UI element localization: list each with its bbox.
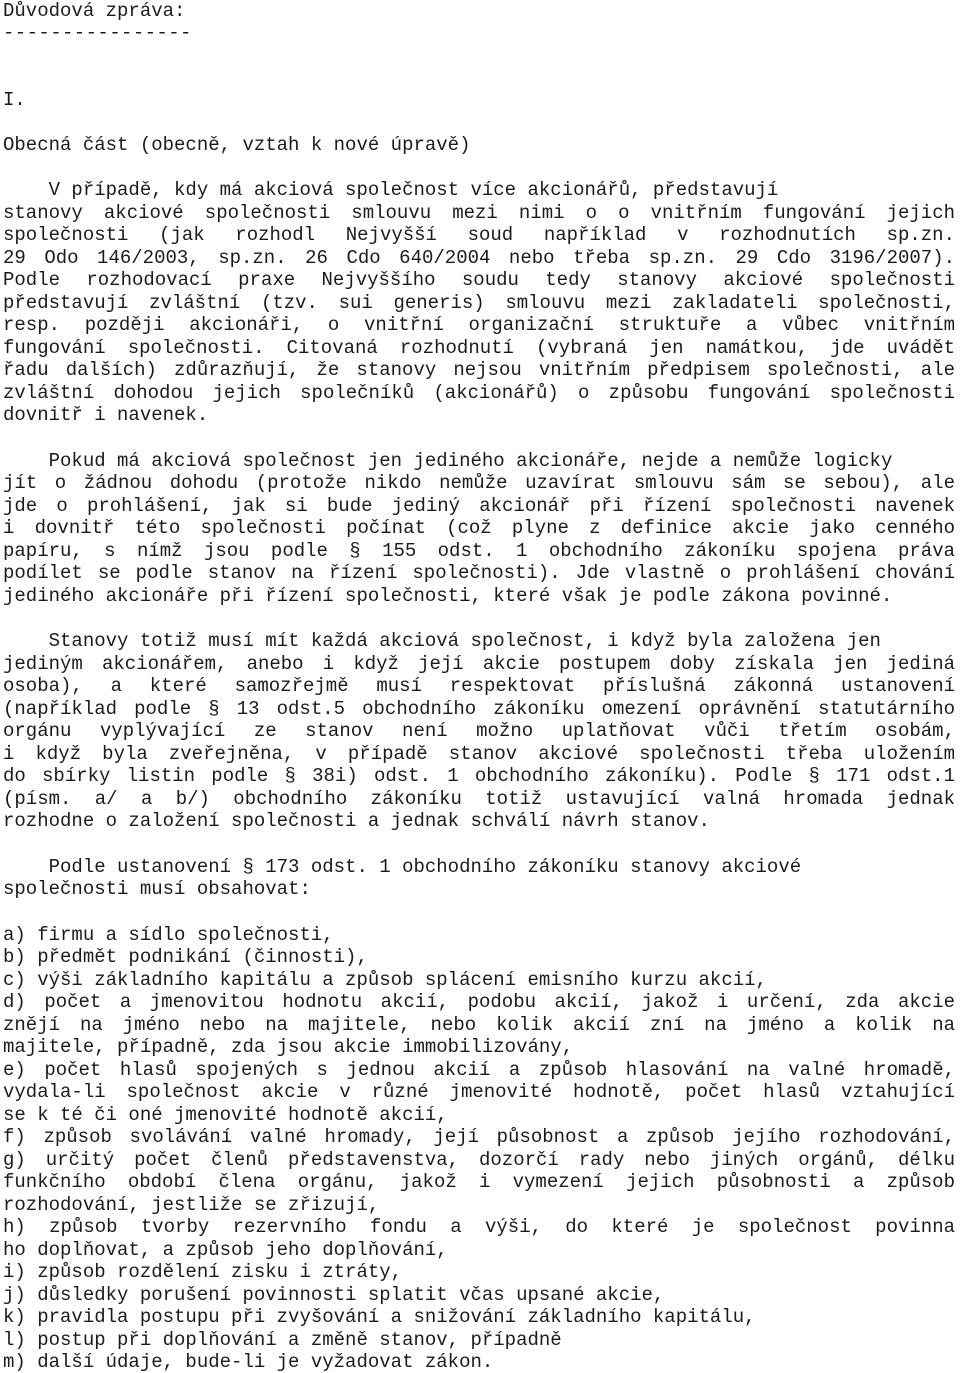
list-item: se k té či oné jmenovité hodnotě akcií,: [3, 1104, 448, 1126]
paragraph-line: resp. později akcionáři, o vnitřní organizační struktuře a vůbec vnitřním: [3, 314, 955, 336]
list-item: k) pravidla postupu při zvyšování a snižování základního kapitálu,: [3, 1306, 756, 1328]
list-item: a) firmu a sídlo společnosti,: [3, 924, 334, 946]
paragraph-line: osoba), a které samozřejmě musí respektovat příslušná zákonná ustanovení: [3, 675, 955, 697]
section-title: Obecná část (obecně, vztah k nové úpravě): [3, 134, 471, 156]
paragraph-line: V případě, kdy má akciová společnost více akcionářů, představují: [3, 179, 779, 201]
list-item: g) určitý počet členů představenstva, dozorčí rady nebo jiných orgánů, délku: [3, 1149, 955, 1171]
paragraph-line: i dovnitř této společnosti počínat (což plyne z definice akcie jako cenného: [3, 517, 955, 539]
list-item: j) důsledky porušení povinnosti splatit včas upsané akcie,: [3, 1284, 665, 1306]
paragraph-line: podílet se podle stanov na řízení společnosti). Jde vlastně o prohlášení chování: [3, 562, 955, 584]
document-title: Důvodová zpráva:: [3, 0, 186, 22]
list-item: e) počet hlasů spojených s jednou akcií a způsob hlasování na valné hromadě,: [3, 1059, 955, 1081]
list-item: vydala-li společnost akcie v různé jmenovité hodnotě, počet hlasů vztahující: [3, 1081, 955, 1103]
list-item: c) výši základního kapitálu a způsob splácení emisního kurzu akcií,: [3, 969, 767, 991]
paragraph-line: Pokud má akciová společnost jen jediného akcionáře, nejde a nemůže logicky: [3, 450, 893, 472]
paragraph-line: řadu dalších) zdůrazňují, že stanovy nejsou vnitřním předpisem společnosti, ale: [3, 359, 955, 381]
paragraph-line: jde o prohlášení, jak si bude jediný akcionář při řízení společnosti navenek: [3, 495, 955, 517]
title-underline: ----------------: [3, 22, 192, 44]
paragraph-line: papíru, s nímž jsou podle § 155 odst. 1 obchodního zákoníku spojena práva: [3, 540, 955, 562]
paragraph-line: jít o žádnou dohodu (protože nikdo nemůže uzavírat smlouvu sám se sebou), ale: [3, 472, 955, 494]
paragraph-line: orgánu vyplývající ze stanov není možno uplatňovat vůči třetím osobám,: [3, 720, 955, 742]
paragraph-line: dovnitř i navenek.: [3, 404, 209, 426]
list-item: l) postup při doplňování a změně stanov, případně: [3, 1329, 562, 1351]
section-number: I.: [3, 89, 26, 111]
paragraph-line: (písm. a/ a b/) obchodního zákoníku totiž ustavující valná hromada jednak: [3, 788, 955, 810]
paragraph-line: společnosti (jak rozhodl Nejvyšší soud například v rozhodnutích sp.zn.: [3, 224, 955, 246]
paragraph-line: fungování společnosti. Citovaná rozhodnutí (vybraná jen namátkou, jde uvádět: [3, 337, 955, 359]
list-item: h) způsob tvorby rezervního fondu a výši, do které je společnost povinna: [3, 1216, 955, 1238]
paragraph-line: 29 Odo 146/2003, sp.zn. 26 Cdo 640/2004 nebo třeba sp.zn. 29 Cdo 3196/2007).: [3, 247, 955, 269]
paragraph-line: zvláštní dohodou jejich společníků (akcionářů) o způsobu fungování společnosti: [3, 382, 955, 404]
paragraph-line: Podle ustanovení § 173 odst. 1 obchodního zákoníku stanovy akciové: [3, 856, 802, 878]
list-item: znějí na jméno nebo na majitele, nebo kolik akcií zní na jméno a kolik na: [3, 1014, 955, 1036]
paragraph-line: představují zvláštní (tzv. sui generis) smlouvu mezi zakladateli společnosti,: [3, 292, 955, 314]
paragraph-line: i když byla zveřejněna, v případě stanov akciové společnosti třeba uložením: [3, 743, 955, 765]
paragraph-line: rozhodne o založení společnosti a jednak schválí návrh stanov.: [3, 810, 710, 832]
list-item: i) způsob rozdělení zisku i ztráty,: [3, 1261, 403, 1283]
list-item: f) způsob svolávání valné hromady, její působnost a způsob jejího rozhodování,: [3, 1126, 955, 1148]
paragraph-line: společnosti musí obsahovat:: [3, 878, 311, 900]
paragraph-line: (například podle § 13 odst.5 obchodního zákoníku omezení oprávnění statutárního: [3, 698, 955, 720]
list-item: d) počet a jmenovitou hodnotu akcií, podobu akcií, jakož i určení, zda akcie: [3, 991, 955, 1013]
paragraph-line: do sbírky listin podle § 38i) odst. 1 obchodního zákoníku). Podle § 171 odst.1: [3, 765, 955, 787]
paragraph-line: jediným akcionářem, anebo i když její akcie postupem doby získala jen jediná: [3, 653, 955, 675]
list-item: funkčního období člena orgánu, jakož i vymezení jejich působnosti a způsob: [3, 1171, 955, 1193]
paragraph-line: stanovy akciové společnosti smlouvu mezi nimi o o vnitřním fungování jejich: [3, 202, 955, 224]
list-item: majitele, případně, zda jsou akcie immobilizovány,: [3, 1036, 574, 1058]
list-item: m) další údaje, bude-li je vyžadovat zákon.: [3, 1351, 494, 1373]
list-item: ho doplňovat, a způsob jeho doplňování,: [3, 1239, 448, 1261]
list-item: rozhodování, jestliže se zřizují,: [3, 1194, 380, 1216]
list-item: b) předmět podnikání (činnosti),: [3, 946, 368, 968]
paragraph-line: jediného akcionáře při řízení společnosti, které však je podle zákona povinné.: [3, 585, 893, 607]
paragraph-line: Podle rozhodovací praxe Nejvyššího soudu tedy stanovy akciové společnosti: [3, 269, 955, 291]
paragraph-line: Stanovy totiž musí mít každá akciová společnost, i když byla založena jen: [3, 630, 881, 652]
